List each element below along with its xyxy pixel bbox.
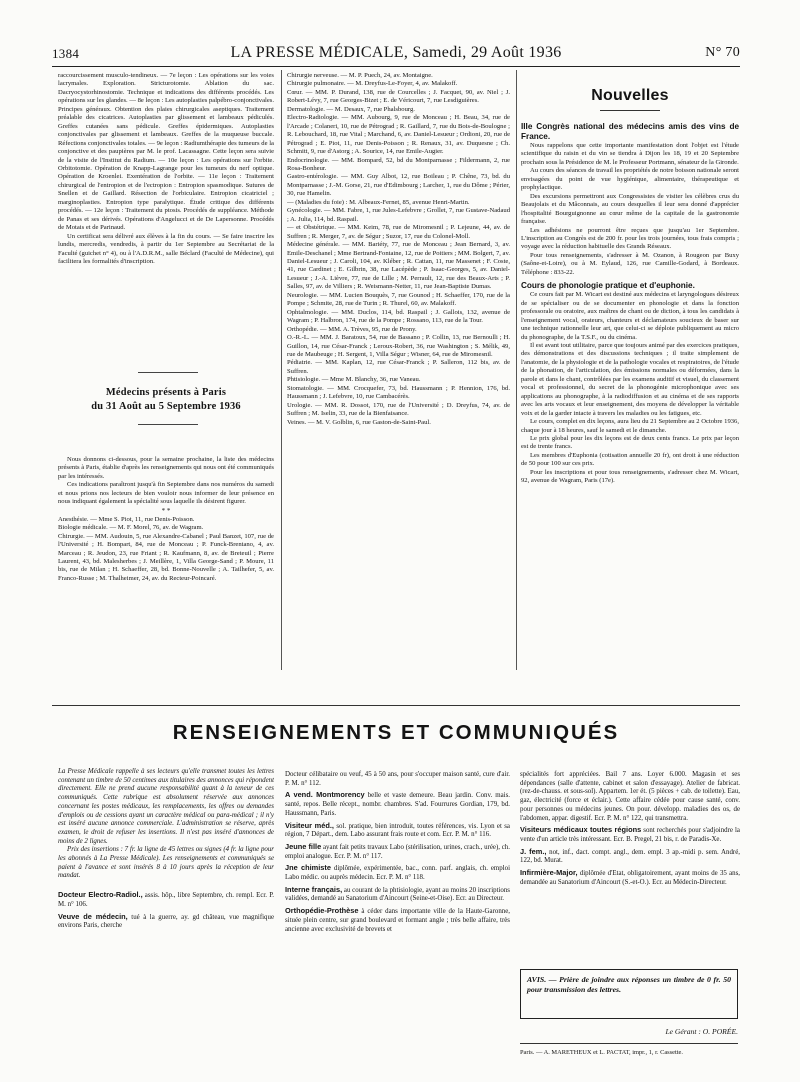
ad-body: Docteur célibataire ou veuf, 45 à 50 ans, pour s'occuper maison santé, cure d'air. P. M. n° 112. bbox=[285, 771, 510, 787]
paragraph: Le cours, complet en dix leçons, aura lieu du 21 Septembre au 2 Octobre 1936, chaque jour à 18 heures, sauf le samedi et le dimanche. bbox=[521, 418, 739, 434]
column-divider bbox=[281, 70, 282, 670]
paragraph: Le prix global pour les dix leçons est de deux cents francs. Le prix par leçon est de trente francs. bbox=[521, 434, 739, 451]
doctor-entry: Chirurgie. — MM. Audouin, 5, rue Alexandre-Cabanel ; Paul Banzet, 107, rue de l'Université ; H. Bompart, 84, rue de Monceau ; P. Funck-Brentano, 4, av. Marceau ; R. Jeudon, 23, rue Friant ; R. Kaufmann, 8, av. de Breteuil ; Pierre Laurent, 43, bd. Malesherbes ; J. Meillère, 1, Villa George-Sand ; P. Moure, 11 bis, rue de Milan ; H. Schaeffer, 28, bd. Bonne-Nouvelle ; A. Tailhefer, 5, av. Franco-Russe ; M. Thalheimer, 24, av. du Recteur-Poincaré. bbox=[58, 532, 274, 582]
ad-body: sol. pratique, bien introduit, toutes références, vis. Lyon et sa région, 7 Départ., dem. Labo assurant frais route et com. Ecr. P. M. n° 116. bbox=[285, 822, 510, 839]
avis-box: AVIS. — Prière de joindre aux réponses un timbre de 0 fr. 50 pour transmission des lettres. bbox=[520, 969, 738, 1019]
ads-list bbox=[285, 771, 510, 934]
ad-heading: Infirmière-Major, bbox=[520, 868, 578, 878]
separator-stars: * * bbox=[161, 506, 171, 515]
nouvelles-rule bbox=[600, 110, 660, 111]
paragraph: Au cours des séances de travail les propriétés de notre boisson nationale seront envisagées du point de vue hygiénique, alimentaire, thérapeutique et prophylactique. bbox=[521, 167, 739, 192]
paragraph: Les adhésions ne pourront être reçues que jusqu'au 1er Septembre. L'inscription au Congrès est de 200 fr. pour les trois journées, tous frais compris ; voyage avec la réduction habituelle des Grands Réseaux. bbox=[521, 226, 739, 251]
doctor-entry: Ophtalmologie. — MM. Duclos, 114, bd. Raspail ; J. Gallois, 132, avenue de Wagram ; P. Halbron, 174, rue de la Pompe ; Rossano, 113, rue de la Tour. bbox=[287, 308, 510, 325]
classified-ad bbox=[285, 886, 510, 904]
doctor-entry: Cœur. — MM. P. Durand, 138, rue de Courcelles ; J. Facquet, 90, av. Niel ; J. Robert-Lévy, 7, rue Georges-Bizet ; E. de Véricourt, 7, rue Lesdiguières. bbox=[287, 88, 510, 105]
congres-heading bbox=[521, 122, 739, 142]
doctor-entry: Stomatologie. — MM. Crocquefer, 73, bd. Haussmann ; P. Hennion, 176, bd. Haussmann ; J. Lefebvre, 10, rue Cambacérès. bbox=[287, 384, 510, 401]
header-rule bbox=[52, 66, 740, 67]
nouvelles-title: Nouvelles bbox=[591, 87, 669, 104]
gerant-signature: Le Gérant : O. PORÉE. bbox=[665, 1027, 738, 1036]
paragraph: Nous rappelons que cette importante manifestation dont l'objet est l'étude scientifique du raisin et du vin se tiendra à Dijon les 18, 19 et 20 Septembre prochain sous la Présidence de M. le Professeur Portmann, sénateur de la Gironde. bbox=[521, 142, 739, 166]
column-divider bbox=[516, 70, 517, 670]
doctor-entry: Biologie médicale. — M. F. Morel, 76, av. de Wagram. bbox=[58, 524, 204, 532]
phonologie-heading-text: Cours de phonologie pratique et d'euphonie. bbox=[521, 281, 695, 291]
doctor-entry: Gastro-entérologie. — MM. Guy Albot, 12, rue Boileau ; P. Chêne, 73, bd. du Montparnasse ; J.-M. Gorse, 21, rue d'Edimbourg ; Larcher, 1, rue du Dôme ; Périer, 30, rue Hamelin. bbox=[287, 173, 510, 198]
classified-ad bbox=[285, 771, 510, 788]
doctor-entry: Dermatologie. — M. Desaux, 7, rue Phalsbourg. bbox=[287, 105, 415, 113]
paragraph: Il est avant tout utilitaire, parce que toujours animé par des exercices pratiques, des démonstrations et des discussions techniques ; il traite simplement de l'anatomie, de la physiologie et de la pathologie vocales et respiratoires, de l'étude de la phonation, de l'articulation, des émissions normales ou déformées, dans la parole et dans le chant, contrôlées par les examens auditif et visuel, du classement vocal et professionnel, du secret de la phonogénie microphonique avec ses applications au phonographe, à la radiodiffusion et au cinéma et de ses rapports avec les arts vocaux et leur enseignement, des moyens de développer la véritable voix et de la garder intacte à travers les maladies ou les fatigues, etc. bbox=[521, 341, 739, 417]
ad-body: not, inf., dact. compt. angl., dem. empl. 3 ap.-midi p. sem. André, 122, bd. Murat. bbox=[520, 848, 740, 865]
ad-heading: A vend. Montmorency bbox=[285, 790, 365, 800]
classified-ad bbox=[520, 848, 740, 866]
doctor-entry: Orthopédie. — MM. A. Trèves, 95, rue de Prony. bbox=[287, 325, 417, 333]
classified-ad bbox=[285, 864, 510, 882]
doctor-entry: Phtisiologie. — Mme M. Blanchy, 36, rue Vaneau. bbox=[287, 376, 421, 384]
doctor-entry: Gynécologie. — MM. Fabre, 1, rue Jules-Lefebvre ; Grollet, 7, rue Gustave-Nadaud ; A. Julia, 114, bd. Raspail. bbox=[287, 207, 510, 223]
ad-body: sont recherchés pour s'adjoindre la vente d'un article très intéressant. Ecr. B. Pregel, 21 bis, r. de Paradis-Xe. bbox=[520, 827, 740, 843]
ad-body: assis. hôp., libre Septembre, ch. rempl. Ecr. P. M. n° 106. bbox=[58, 892, 274, 908]
phonologie-heading bbox=[521, 281, 739, 291]
ad-heading: Interne français, bbox=[285, 884, 343, 894]
notice-paragraph: La Presse Médicale rappelle à ses lecteurs qu'elle transmet toutes les lettres contenant un timbre de 50 centimes aux titulaires des annonces qui répondent directement. Elle ne prend aucune responsabilité quant à la teneur de ces communiqués. Cette rubrique est absolument réservée aux annonces concernant les postes médicaux, les remplacements, les offres ou demandes d'emplois ou de cessions ayant un caractère médical ou para-médical ; il n'y est inséré aucune annonce commerciale. L'administration se réserve, après examen, le droit de refuser les insertions. Il n'est pas inséré d'annonces de moins de 2 lignes. bbox=[58, 768, 274, 845]
renseignements-col2 bbox=[285, 768, 510, 1068]
paragraph: Des excursions permettront aux Congressistes de visiter les célèbres crus du Beaujolais et du Mâconnais, au cours desquelles il leur sera donné d'apprécier l'hospitalité Bourguignonne au cœur même de la capitale de la gastronomie française. bbox=[521, 192, 739, 226]
doctor-entry: Médecine générale. — MM. Bariéty, 77, rue de Monceau ; Jean Bernard, 3, av. Emile-Deschanel ; Mme Bertrand-Fontaine, 12, rue de Poitiers ; MM. Bolgert, 7, av. Daniel-Lesueur ; J. Caroli, 104, av. Kléber ; R. Cattan, 11, rue Massenet ; F. Coste, 41, rue Cardinet ; E. Gilbrin, 38, rue Lacépède ; P. Isaac-Georges, 5, av. Daniel-Lesueur ; J.-A. Lièvre, 77, rue de Lille ; M. Perrault, 12, rue des Beaux-Arts ; P. Salles, 97, av. de Villiers ; R. Weismann-Netter, 11, rue Jean-Baptiste Dumas. bbox=[287, 241, 510, 291]
paragraph: Un certificat sera délivré aux élèves à la fin du cours. — Se faire inscrire les lundis, mercredis, vendredis, à partir du 1er Septembre au Secrétariat de la Faculté (guichet n° 4), ou à l'A.D.R.M., salle Béclard (Faculté de Médecine), qui facilitera les formalités d'inscription. bbox=[58, 232, 274, 265]
classified-ad bbox=[285, 907, 510, 934]
paragraph: Ces indications paraîtront jusqu'à fin Septembre dans nos numéros du samedi et nous prions nos lecteurs de bien vouloir nous informer de leur présence en nous indiquant également la spécialité sous laquelle ils désirent figurer. bbox=[58, 481, 274, 506]
ad-body: au courant de la phtisiologie, ayant au moins 20 inscriptions validées, demandé au Sanatorium d'Aincourt (Seine-et-Oise). Ecr. au Directeur. bbox=[285, 886, 510, 903]
entries-list bbox=[58, 516, 274, 584]
entries-list bbox=[287, 72, 510, 427]
paragraph: Pour tous renseignements, s'adresser à M. Ozanon, à Rougeon par Buxy (Saône-et-Loire), ou à M. Eylaud, 126, rue Camille-Godard, à Bordeaux. Téléphone : 833-22. bbox=[521, 251, 739, 276]
medecins-list-col2 bbox=[287, 72, 510, 664]
ad-heading: Jne chimiste bbox=[285, 863, 331, 873]
nouvelles-column bbox=[521, 118, 739, 698]
printer-line: Paris. — A. MARETHEUX et L. PACTAT, impr., 1, r. Cassette. bbox=[520, 1049, 683, 1056]
doctor-entry: Neurologie. — MM. Lucien Bouquès, 7, rue Gounod ; H. Schaeffer, 170, rue de la Pompe ; Schmite, 28, rue de Turin ; R. Thurel, 60, av. Malakoff. bbox=[287, 291, 510, 308]
classified-ad bbox=[285, 791, 510, 818]
page-number: 1384 bbox=[52, 46, 80, 61]
footer-rule bbox=[520, 1043, 738, 1044]
prices-paragraph: Prix des insertions : 7 fr. la ligne de 45 lettres ou signes (4 fr. la ligne pour les abonnés à La Presse Médicale). Les renseignements et communiqués se paient à l'avance et sont insérés 8 à 10 jours après la réception de leur mandat. bbox=[58, 846, 274, 880]
doctor-entry: O.-R.-L. — MM. J. Baratoux, 54, rue de Bassano ; P. Collin, 13, rue Bernoulli ; H. Guillon, 14, rue César-Franck ; Leroux-Robert, 36, rue Washington ; S. Mélik, 49, rue de Maubeuge ; H. Sergent, 1, Villa Ségur ; Wisner, 64, rue de Miromesnil. bbox=[287, 334, 510, 358]
classified-ad bbox=[520, 826, 740, 844]
paragraph: Les membres d'Euphonia (cotisation annuelle 20 fr), ont droit à une réduction de 50 pour 100 sur ces prix. bbox=[521, 451, 739, 468]
ad-body: ayant fait petits travaux Labo (stérilisation, urines, crach., urée), ch. emploi analogue. Ecr. P. M. n° 117. bbox=[285, 843, 510, 860]
congres-body bbox=[521, 142, 739, 277]
ads-list bbox=[58, 891, 274, 931]
ad-heading: Visiteurs médicaux toutes régions bbox=[520, 825, 642, 835]
doctor-entry: Anesthésie. — Mme S. Piot, 11, rue Denis-Poisson. bbox=[58, 515, 195, 523]
ad-heading: Jeune fille bbox=[285, 841, 322, 851]
ad-body: à céder dans importante ville de la Haute-Garonne, située plein centre, sur grand boulevard et formant angle ; très belle affaire, très ancienne avec exclusivité de brevets et bbox=[285, 908, 510, 933]
ad-heading: Visiteur méd., bbox=[285, 820, 334, 830]
section-divider bbox=[138, 372, 198, 373]
classified-ad bbox=[58, 891, 274, 909]
section-divider bbox=[138, 424, 198, 425]
ad-body: spécialités fort appréciées. Bail 7 ans. Loyer 6.000. Magasin et ses dépendances (salle d'attente, cabinet et salon d'essayage). Atelier de fabricat. (rez-de-chauss. et sous-sol). Appartem. 1er ét. (5 pièces + cab. de toilette). Eau, gaz, électricité (force et éclair.). Cette affaire cédée pour cause santé, conv. pour personnes ou médecins jeunes. On pour. développ. maladies des os, de l'abdomen, appar. digestif. Ecr. P. M. n° 122, qui transmettra. bbox=[520, 771, 740, 822]
doctor-entry: Veines. — M. V. Golblin, 6, rue Gaston-de-Saint-Paul. bbox=[287, 418, 431, 426]
ad-body: diplômée, expérimentée, bac., conn. parf. anglais, ch. emploi Labo médic. ou auprès médecin. Ecr. P. M. n° 118. bbox=[285, 865, 510, 882]
doctor-entry: Pédiatrie. — MM. Kaplan, 12, rue César-Franck ; P. Salleron, 112 bis, av. de Suffren. bbox=[287, 359, 510, 375]
classified-ad bbox=[58, 913, 274, 931]
medecins-title-line-2: du 31 Août au 5 Septembre 1936 bbox=[91, 401, 241, 412]
phonologie-body bbox=[521, 291, 739, 485]
paragraph: Pour les inscriptions et pour tous renseignements, s'adresser chez M. Wicart, 92, avenue de Wagram, Paris (17e). bbox=[521, 468, 739, 485]
section-rule bbox=[52, 705, 740, 706]
doctor-entry: Chirurgie pulmonaire. — M. Dreyfus-Le-Foyer, 4, av. Malakoff. bbox=[287, 80, 458, 88]
doctor-entry: Chirurgie nerveuse. — M. P. Puech, 24, av. Montaigne. bbox=[287, 72, 433, 79]
renseignements-title: RENSEIGNEMENTS ET COMMUNIQUÉS bbox=[172, 721, 620, 744]
classified-ad bbox=[285, 822, 510, 840]
renseignements-col3 bbox=[520, 768, 740, 968]
renseignements-col1 bbox=[58, 768, 274, 1068]
ad-body: tué à la guerre, ay. gd château, vue magnifique environs Paris, cherche bbox=[58, 913, 274, 930]
paragraph: Ce cours fait par M. Wicart est destiné aux médecins et laryngologues désireux de se spécialiser ou de se documenter en phonologie et dans la fonction professorale ou oratoire, aux maîtres de chant ou de diction, à tous les candidats à l'enseignement vocal, orateurs, chanteurs et déclamateurs soucieux de baser sur une technique rationnelle leur art, que celui-ci se déploie publiquement au micro du phonographe, de la T.S.F., ou du cinéma. bbox=[521, 291, 739, 341]
course-program-text bbox=[58, 72, 274, 368]
ad-heading: Docteur Electro-Radiol., bbox=[58, 890, 143, 900]
ad-body: belle et vaste demeure. Beau jardin. Conv. mais. santé, repos. Belle récept., nombr. chambres. S'ad. Fourrures Gordian, 179, bd. Haussmann, Paris. bbox=[285, 792, 510, 817]
journal-title: LA PRESSE MÉDICALE, Samedi, 29 Août 1936 bbox=[230, 44, 562, 61]
ad-heading: Veuve de médecin, bbox=[58, 911, 128, 921]
issue-number: N° 70 bbox=[705, 45, 740, 60]
ad-body: diplômée d'Etat, obligatoirement, ayant moins de 35 ans, demandée au Sanatorium d'Aincourt (S.-et-O.). Ecr. au Médecin-Directeur. bbox=[520, 870, 740, 886]
classified-ad bbox=[520, 771, 740, 823]
medecins-list-col1 bbox=[58, 456, 274, 696]
paragraph: Nous donnons ci-dessous, pour la semaine prochaine, la liste des médecins présents à Paris, établie d'après les renseignements qui nous ont été communiqués par les intéressés. bbox=[58, 456, 274, 480]
paragraph: raccourcissement musculo-tendineux. — 7e leçon : Les opérations sur les voies lacrymales. Exploration. Stricturotomie. Ablation du sac. Dacryocystorhinostomie. Technique et indications des différents procédés. Les opérations sur les glandes. — 8e leçon : Les autoplasties palpébro-conjonctivales. Principes généraux. Obtention des plaies chirurgicales aseptiques. Traitement préalable des cicatrices. Autoplasties par glissement et lambeaux pédiculés. Greffes cutanées sans pédicule. Greffes épidermiques. Autoplasties conjonctivales par glissement et lambeaux. Greffes de la muqueuse buccale. Réfections conjonctivales totales. — 9e leçon : Radiumthérapie des tumeurs de la conjonctive et des paupières par M. le prof. Lacassagne. Cette leçon sera suivie de la visite de l'Institut du Radium. — 10e leçon : Les opérations sur l'orbite. Orbitotomie. Opération de Knapp-Lagrange pour les tumeurs du nerf optique. Opération de Kroenlei. Exentération de l'orbite. — 11e leçon : Traitement chirurgical de l'entropion et de l'ectropion : Entropion spasmodique. Sutures de Snellen et de Gaillard. Résection de l'orbiculaire. Entropion cicatriciel ; marginoplasties. Entropion type paralytique. Étude critique des différents procédés. — 12e leçon : Traitement du ptosis. Procédés de suppléance. Méthode de Panas et ses dérivés. Opérations d'Angelucci et de De Lapersonne. Procédés de Motais et de Parinaud. bbox=[58, 72, 274, 232]
classified-ad bbox=[285, 843, 510, 861]
medecins-title bbox=[58, 386, 274, 414]
doctor-entry: Urologie. — MM. R. Dossot, 170, rue de l'Université ; D. Dreyfus, 74, av. de Suffren ; M. Iselin, 33, rue de la Bienfaisance. bbox=[287, 401, 510, 418]
doctor-entry: — (Maladies du foie) : M. Albeaux-Fernet, 85, avenue Henri-Martin. bbox=[287, 198, 470, 206]
ad-heading: J. fem., bbox=[520, 846, 547, 856]
medecins-title-line-1: Médecins présents à Paris bbox=[105, 387, 227, 398]
classified-ad bbox=[520, 869, 740, 887]
doctor-entry: — et Obstétrique. — MM. Keim, 78, rue de Miromesnil ; P. Lejeune, 44, av. de Suffren ; R. Merger, 7, av. de Ségur ; Suzor, 17, rue du Colonel-Moll. bbox=[287, 224, 510, 240]
doctor-entry: Electro-Radiologie. — MM. Aubourg, 9, rue de Monceau ; H. Beau, 34, rue de l'Arcade ; Colaneri, 10, rue de Pétrograd ; R. Gaillard, 7, rue du Bois-de-Boulogne ; R. Lebouchard, 18, rue Vital ; Marchand, 6, av. Daniel-Lesueur ; Ordioni, 20, rue de Pétrograd ; E. Piot, 11, rue Denis-Poisson ; R. Renaux, 31, av. Duquesne ; Ch. Schmitt, 9, rue d'Astorg ; A. Sourice, 14, rue Emile-Augier. bbox=[287, 114, 510, 156]
ads-list bbox=[520, 771, 740, 887]
running-header bbox=[52, 44, 740, 68]
congres-heading-text: IIIe Congrès national des médecins amis des vins de France. bbox=[521, 122, 739, 141]
ad-heading: Orthopédie-Prothèse bbox=[285, 906, 359, 916]
doctor-entry: Endocrinologie. — MM. Bompard, 52, bd du Montparnasse ; Fildermann, 2, rue Rosa-Bonheur. bbox=[287, 156, 510, 172]
